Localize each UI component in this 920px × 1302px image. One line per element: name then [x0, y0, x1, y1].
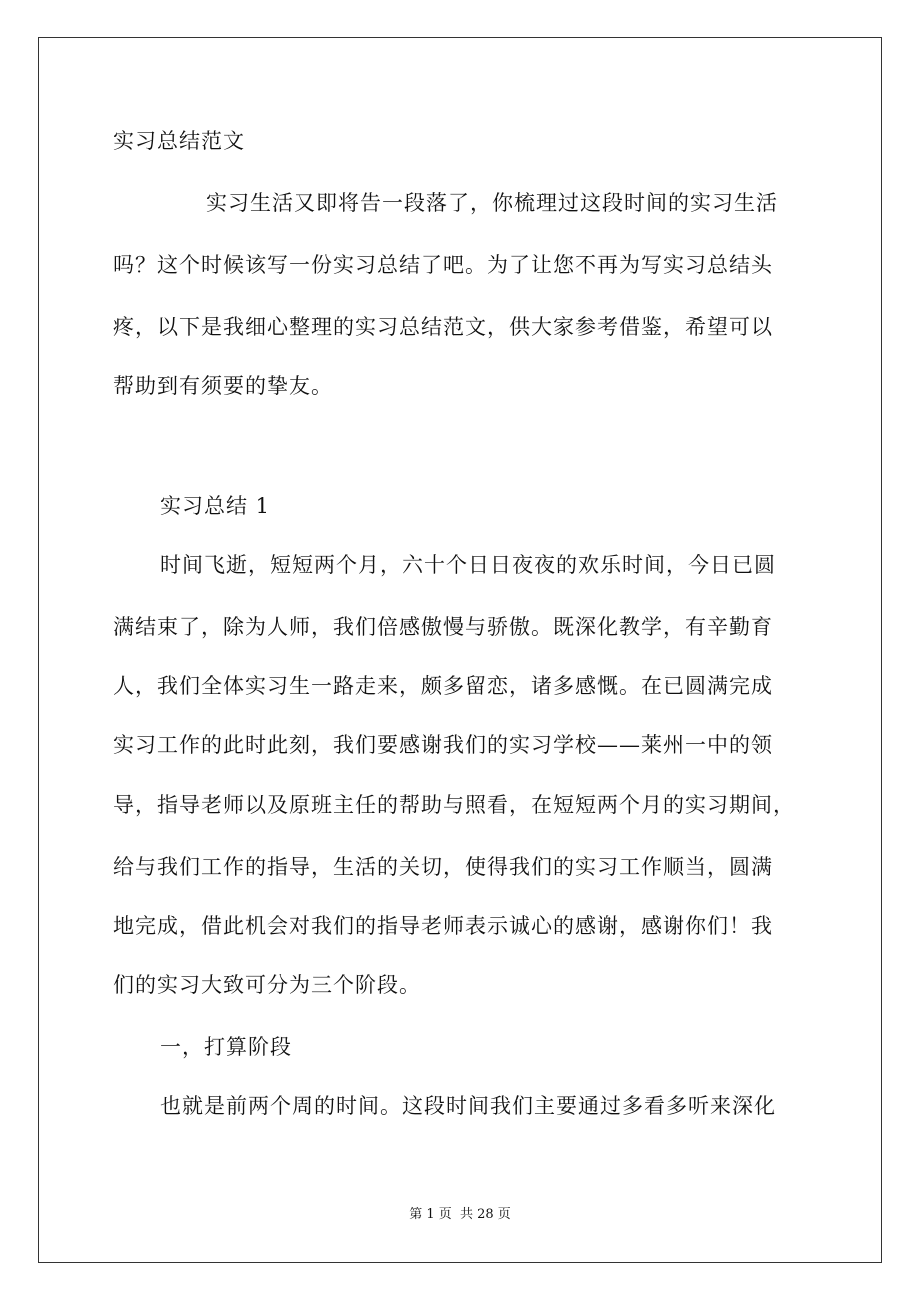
subheading: 一，打算阶段: [160, 1035, 292, 1059]
page-footer: [0, 1206, 920, 1224]
page-total: 共 28 页: [459, 1207, 511, 1222]
body-line: 满结束了，除为人师，我们倍感傲慢与骄傲。既深化教学，有辛勤育: [113, 615, 773, 639]
section-heading: 实习总结 1: [160, 494, 271, 518]
intro-line: 吗？这个时候该写一份实习总结了吧。为了让您不再为写实习总结头: [113, 253, 773, 277]
intro-line: 帮助到有须要的挚友。: [113, 374, 333, 398]
body-line: 人，我们全体实习生一路走来，颇多留恋，诸多感慨。在已圆满完成: [113, 674, 773, 698]
body-line: 地完成，借此机会对我们的指导老师表示诚心的感谢，感谢你们！我: [113, 914, 773, 938]
page-border: [38, 37, 882, 1263]
intro-line: 疼，以下是我细心整理的实习总结范文，供大家参考借鉴，希望可以: [113, 315, 773, 339]
body-line: 实习工作的此时此刻，我们要感谢我们的实习学校——莱州一中的领: [113, 733, 773, 757]
intro-line: 实习生活又即将告一段落了，你梳理过这段时间的实习生活: [206, 191, 778, 215]
body-line: 们的实习大致可分为三个阶段。: [113, 973, 421, 997]
body-line: 也就是前两个周的时间。这段时间我们主要通过多看多听来深化: [160, 1094, 776, 1118]
body-line: 给与我们工作的指导，生活的关切，使得我们的实习工作顺当，圆满: [113, 855, 773, 879]
page-number: 第 1 页: [409, 1207, 452, 1222]
body-line: 时间飞逝，短短两个月，六十个日日夜夜的欢乐时间，今日已圆: [160, 553, 776, 577]
body-line: 导，指导老师以及原班主任的帮助与照看，在短短两个月的实习期间，: [113, 793, 795, 817]
document-title: 实习总结范文: [113, 129, 245, 153]
